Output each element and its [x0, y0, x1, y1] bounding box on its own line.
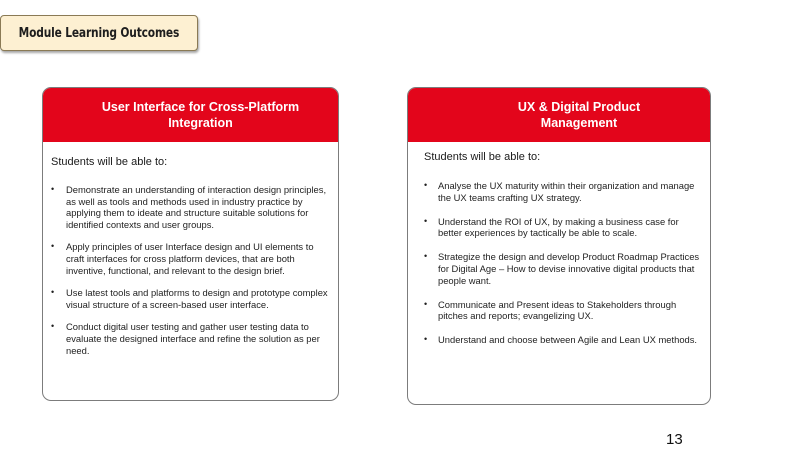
outcomes-list-ux — [422, 180, 704, 346]
list-item — [49, 321, 329, 356]
card-intro-text: Students will be able to: — [424, 151, 541, 163]
outcomes-list-ui — [49, 184, 329, 356]
card-header-title: User Interface for Cross-Platform Integration — [101, 100, 300, 130]
bullet-icon: • — [424, 334, 428, 345]
list-item — [422, 334, 704, 346]
bullet-icon: • — [424, 298, 428, 309]
card-intro-text: Students will be able to: — [51, 156, 168, 168]
bullet-icon: • — [51, 241, 55, 252]
bullet-icon: • — [51, 321, 55, 332]
card-header-ui-cross-platform — [43, 88, 338, 142]
list-item-text: Apply principles of user Interface design and UI elements to craft interfaces for cross platform devices, that are both inventive, functional, and relevant to the design brief. — [66, 241, 314, 276]
list-item-text: Communicate and Present ideas to Stakeholders through pitches and reports; evangelizing UX. — [438, 298, 677, 322]
list-item-text: Analyse the UX maturity within their organization and manage the UX teams crafting UX strategy. — [438, 180, 695, 203]
list-item — [49, 287, 329, 310]
slide-title: Module Learning Outcomes — [18, 25, 180, 41]
bullet-icon: • — [424, 180, 428, 190]
card-header-ux-product-management — [408, 88, 710, 142]
list-item-text: Conduct digital user testing and gather user testing data to evaluate the designed interface and refine the solution as per need. — [66, 321, 320, 356]
bullet-icon: • — [424, 215, 428, 226]
list-item — [49, 241, 329, 276]
list-item — [49, 184, 329, 230]
slide-title-badge — [0, 15, 198, 51]
list-item-text: Use latest tools and platforms to design and prototype complex visual structure of a screen-based user interface. — [66, 287, 328, 310]
card-header-title: UX & Digital Product Management — [517, 100, 641, 130]
bullet-icon: • — [424, 251, 428, 262]
list-item — [422, 216, 704, 239]
card-ux-product-management — [407, 87, 711, 405]
list-item — [422, 251, 704, 286]
card-ui-cross-platform — [42, 87, 339, 401]
list-item-text: Understand the ROI of UX, by making a business case for better experiences by tactically be able to scale. — [438, 215, 679, 239]
bullet-icon: • — [51, 287, 55, 298]
list-item — [422, 299, 704, 322]
list-item — [422, 180, 704, 203]
list-item-text: Strategize the design and develop Product Roadmap Practices for Digital Age – How to devise innovative digital products that people want. — [438, 251, 700, 286]
list-item-text: Understand and choose between Agile and Lean UX methods. — [438, 334, 698, 346]
bullet-icon: • — [51, 184, 55, 194]
page-number: 13 — [666, 431, 683, 448]
list-item-text: Demonstrate an understanding of interaction design principles, as well as tools and methods used in industry practice by applying them to ideate and structure suitable solutions for identified contexts and user groups. — [66, 184, 327, 230]
